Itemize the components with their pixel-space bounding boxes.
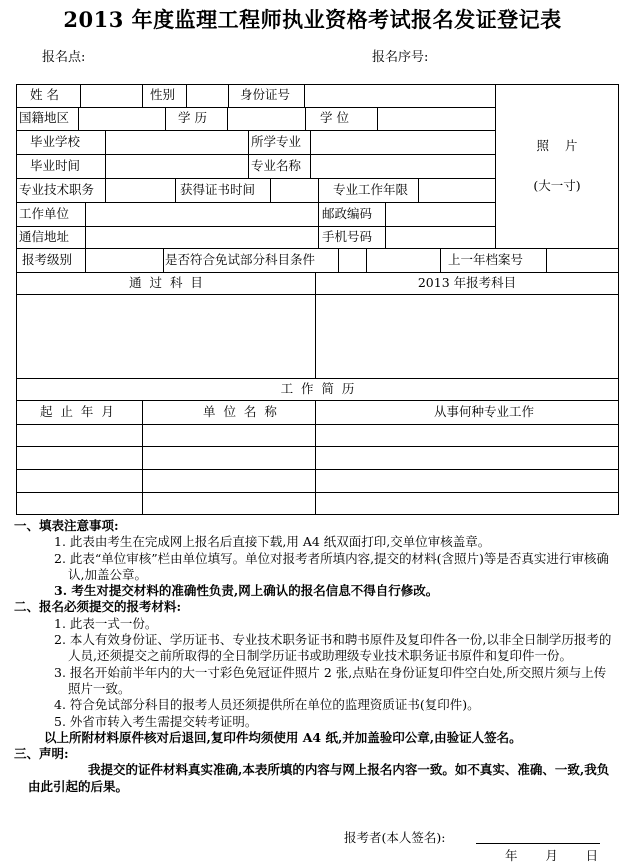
- note-1-3: 3. 考生对提交材料的准确性负责,网上确认的报名信息不得自行修改。: [54, 583, 439, 599]
- note-2-3: 3. 报名开始前半年内的大一寸彩色免冠证件照片 2 张,点贴在身份证复印件空白处,所交照片须与上传照片一致。: [54, 664, 607, 696]
- exempt-label: 是否符合免试部分科目条件: [165, 252, 316, 267]
- gender-label: 性别: [150, 87, 176, 102]
- school-label: 毕业学校: [30, 134, 81, 149]
- signature-line: [476, 843, 600, 844]
- name-label: 姓 名: [30, 87, 59, 102]
- notes-section: [14, 518, 614, 795]
- cert-time-label: 获得证书时间: [180, 182, 256, 197]
- title-rank-label: 专业技术职务: [19, 182, 95, 197]
- major-studied-label: 所学专业: [251, 134, 302, 149]
- work-years-label: 专业工作年限: [333, 182, 409, 197]
- apply-subjects-header: 2013 年报考科目: [417, 275, 517, 290]
- region-label: 国籍地区: [19, 110, 70, 125]
- date-line: 年 月 日: [505, 848, 599, 863]
- signature-label: 报考者(本人签名):: [344, 830, 446, 845]
- major-name-label: 专业名称: [251, 158, 302, 173]
- note-2-4: 4. 符合免试部分科目的报考人员还须提供所在单位的监理资质证书(复印件)。: [54, 697, 480, 713]
- notes-heading-3: 三、声明:: [14, 746, 69, 762]
- unit-header: 单 位 名 称: [203, 404, 277, 419]
- note-2-1: 1. 此表一式一份。: [54, 615, 158, 631]
- passed-subjects-header: 通 过 科 目: [129, 275, 203, 290]
- education-label: 学 历: [178, 110, 207, 125]
- employer-label: 工作单位: [19, 206, 70, 221]
- declaration-text: 我提交的证件材料真实准确,本表所填的内容与网上报名内容一致。如不真实、准确、一致,我负由此引起的后果。: [28, 762, 610, 794]
- work-history-header: 工 作 简 历: [280, 381, 355, 396]
- address-label: 通信地址: [19, 229, 70, 244]
- graduation-time-label: 毕业时间: [30, 158, 81, 173]
- serial-label: 报名序号:: [372, 50, 429, 65]
- note-2-2: 2. 本人有效身份证、学历证书、专业技术职务证书和聘书原件及复印件各一份,以非全日制学历报考的人员,还须提交之前所取得的全日制学历证书或助理级专业技术职务证书原件和复印件一份。: [54, 632, 612, 664]
- photo-label: 照 片: [536, 138, 578, 153]
- id-number-label: 身份证号: [240, 87, 291, 102]
- note-2-5: 5. 外省市转入考生需提交转考证明。: [54, 713, 258, 729]
- mobile-label: 手机号码: [322, 229, 373, 244]
- degree-label: 学 位: [320, 110, 349, 125]
- site-label: 报名点:: [42, 50, 86, 65]
- note-1-1: 1. 此表由考生在完成网上报名后直接下载,用 A4 纸双面打印,交单位审核盖章。: [54, 534, 491, 550]
- page-title: 2013 年度监理工程师执业资格考试报名发证登记表: [63, 7, 562, 32]
- notes-heading-1: 一、填表注意事项:: [14, 518, 119, 533]
- note-1-2: 2. 此表“单位审核”栏由单位填写。单位对报考者所填内容,提交的材料(含照片)等是否真实进行审核确认,加盖公章。: [54, 550, 609, 582]
- note-2-footer: 以上所附材料原件核对后退回,复印件均须使用 A4 纸,并加盖验印公章,由验证人签名。: [44, 729, 522, 745]
- level-label: 报考级别: [22, 252, 73, 267]
- photo-size-label: (大一寸): [533, 178, 581, 193]
- last-file-label: 上一年档案号: [448, 252, 524, 267]
- notes-heading-2: 二、报名必须提交的报考材料:: [14, 599, 182, 615]
- job-header: 从事何种专业工作: [434, 404, 535, 419]
- period-header: 起 止 年 月: [40, 404, 114, 419]
- postcode-label: 邮政编码: [322, 206, 373, 221]
